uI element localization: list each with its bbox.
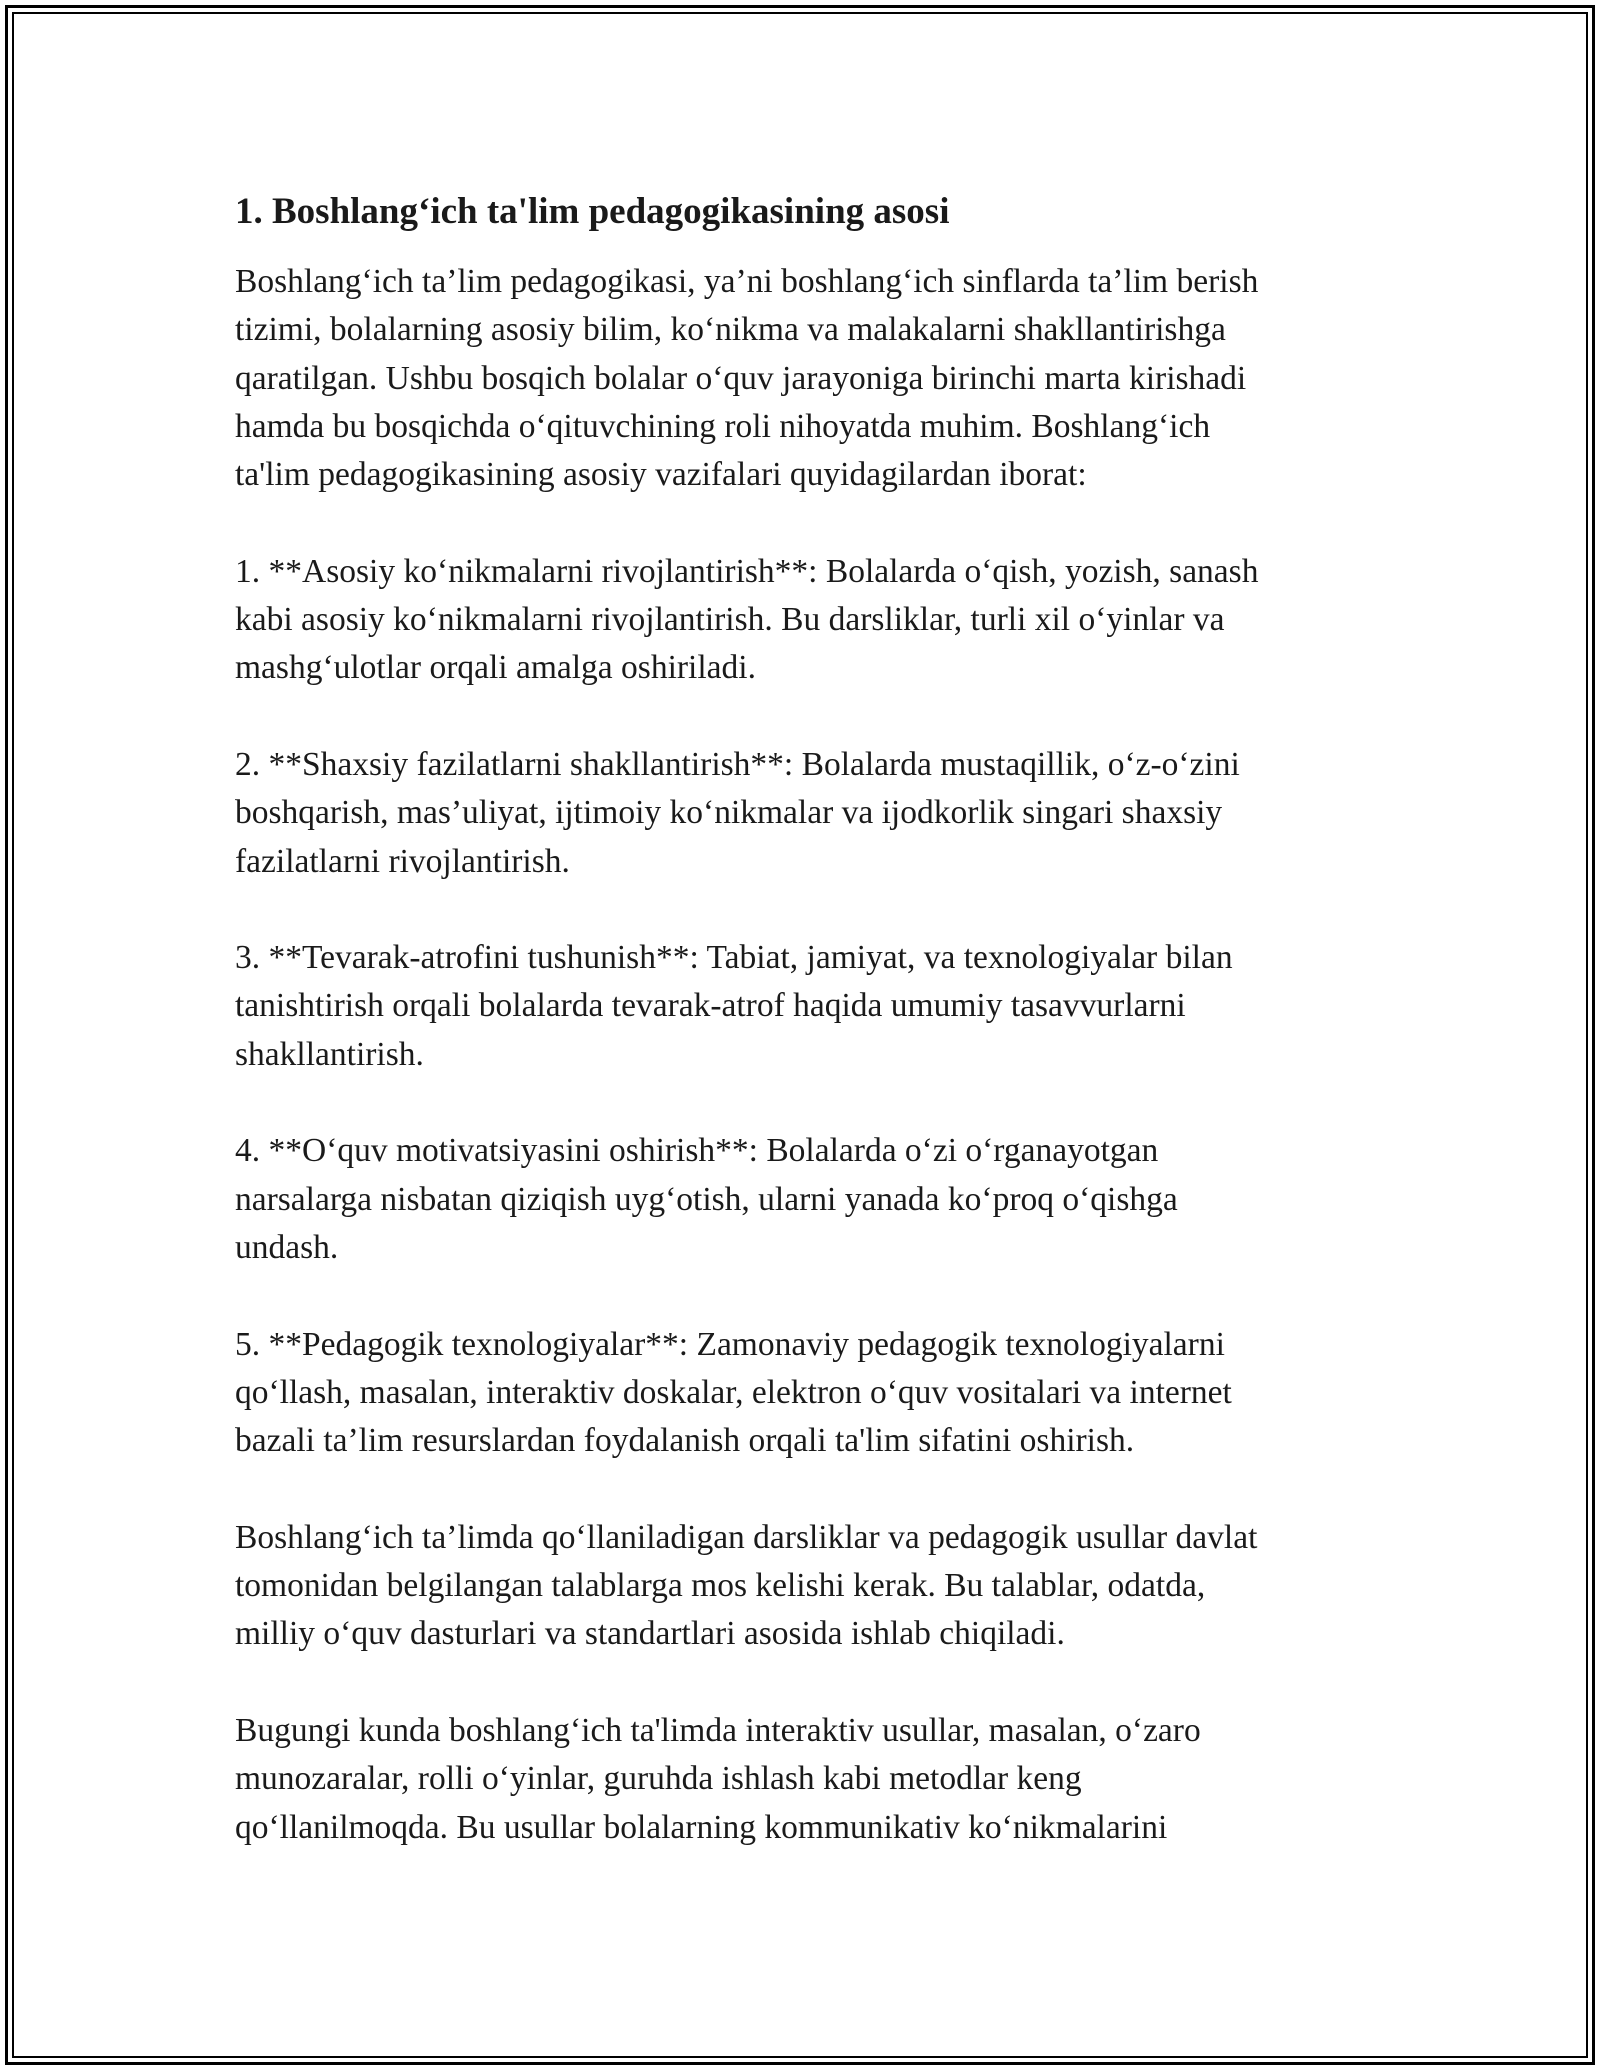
paragraph-line: bazali ta’lim resurslardan foydalanish orqali ta'lim sifatini oshirish. [235,1422,1135,1460]
list-item-5 [235,1321,1385,1466]
document-title: 1. Boshlang‘ich ta'lim pedagogikasining asosi [235,191,950,232]
list-item-4 [235,1127,1385,1272]
paragraph-line: ta'lim pedagogikasining asosiy vazifalari quyidagilardan iborat: [235,456,1087,494]
paragraph-line: boshqarish, mas’uliyat, ijtimoiy ko‘nikmalar va ijodkorlik singari shaxsiy [235,794,1223,832]
paragraph-line: munozaralar, rolli o‘yinlar, guruhda ishlash kabi metodlar keng [235,1760,1082,1798]
intro-paragraph [235,258,1385,499]
paragraph-line: 1. **Asosiy ko‘nikmalarni rivojlantirish**: Bolalarda o‘qish, yozish, sanash [235,552,1259,590]
paragraph-line: Boshlang‘ich ta’lim pedagogikasi, ya’ni boshlang‘ich sinflarda ta’lim berish [235,263,1259,300]
paragraph-line: 3. **Tevarak-atrofini tushunish**: Tabiat, jamiyat, va texnologiyalar bilan [235,939,1233,977]
paragraph-line: 5. **Pedagogik texnologiyalar**: Zamonaviy pedagogik texnologiyalarni [235,1325,1225,1363]
paragraph-line: Bugungi kunda boshlang‘ich ta'limda interaktiv usullar, masalan, o‘zaro [235,1711,1201,1749]
paragraph-line: undash. [235,1228,339,1266]
paragraph-line: fazilatlarni rivojlantirish. [235,842,570,880]
paragraph-line: narsalarga nisbatan qiziqish uyg‘otish, ularni yanada ko‘proq o‘qishga [235,1180,1178,1218]
paragraph-line: tanishtirish orqali bolalarda tevarak-atrof haqida umumiy tasavvurlarni [235,987,1186,1025]
list-item-3 [235,934,1385,1079]
paragraph-line: hamda bu bosqichda o‘qituvchining roli nihoyatda muhim. Boshlang‘ich [235,407,1211,445]
paragraph-line: Boshlang‘ich ta’limda qo‘llaniladigan darsliklar va pedagogik usullar davlat [235,1518,1258,1556]
standards-paragraph [235,1514,1385,1659]
paragraph-line: kabi asosiy ko‘nikmalarni rivojlantirish. Bu darsliklar, turli xil o‘yinlar va [235,601,1225,639]
document-body [235,188,1385,1900]
list-item-2 [235,741,1385,886]
paragraph-line: tizimi, bolalarning asosiy bilim, ko‘nikma va malakalarni shakllantirishga [235,311,1226,349]
paragraph-line: 4. **O‘quv motivatsiyasini oshirish**: Bolalarda o‘zi o‘rganayotgan [235,1132,1159,1170]
paragraph-line: mashg‘ulotlar orqali amalga oshiriladi. [235,649,756,687]
paragraph-line: tomonidan belgilangan talablarga mos kelishi kerak. Bu talablar, odatda, [235,1567,1206,1605]
interactive-methods-paragraph [235,1707,1385,1852]
paragraph-line: qo‘llanilmoqda. Bu usullar bolalarning kommunikativ ko‘nikmalarini [235,1808,1168,1846]
paragraph-line: qaratilgan. Ushbu bosqich bolalar o‘quv jarayoniga birinchi marta kirishadi [235,359,1247,397]
paragraph-line: qo‘llash, masalan, interaktiv doskalar, elektron o‘quv vositalari va internet [235,1373,1232,1411]
paragraph-line: shakllantirish. [235,1035,424,1073]
paragraph-line: 2. **Shaxsiy fazilatlarni shakllantirish**: Bolalarda mustaqillik, o‘z-o‘zini [235,745,1240,783]
paragraph-line: milliy o‘quv dasturlari va standartlari asosida ishlab chiqiladi. [235,1615,1065,1653]
list-item-1 [235,548,1385,693]
